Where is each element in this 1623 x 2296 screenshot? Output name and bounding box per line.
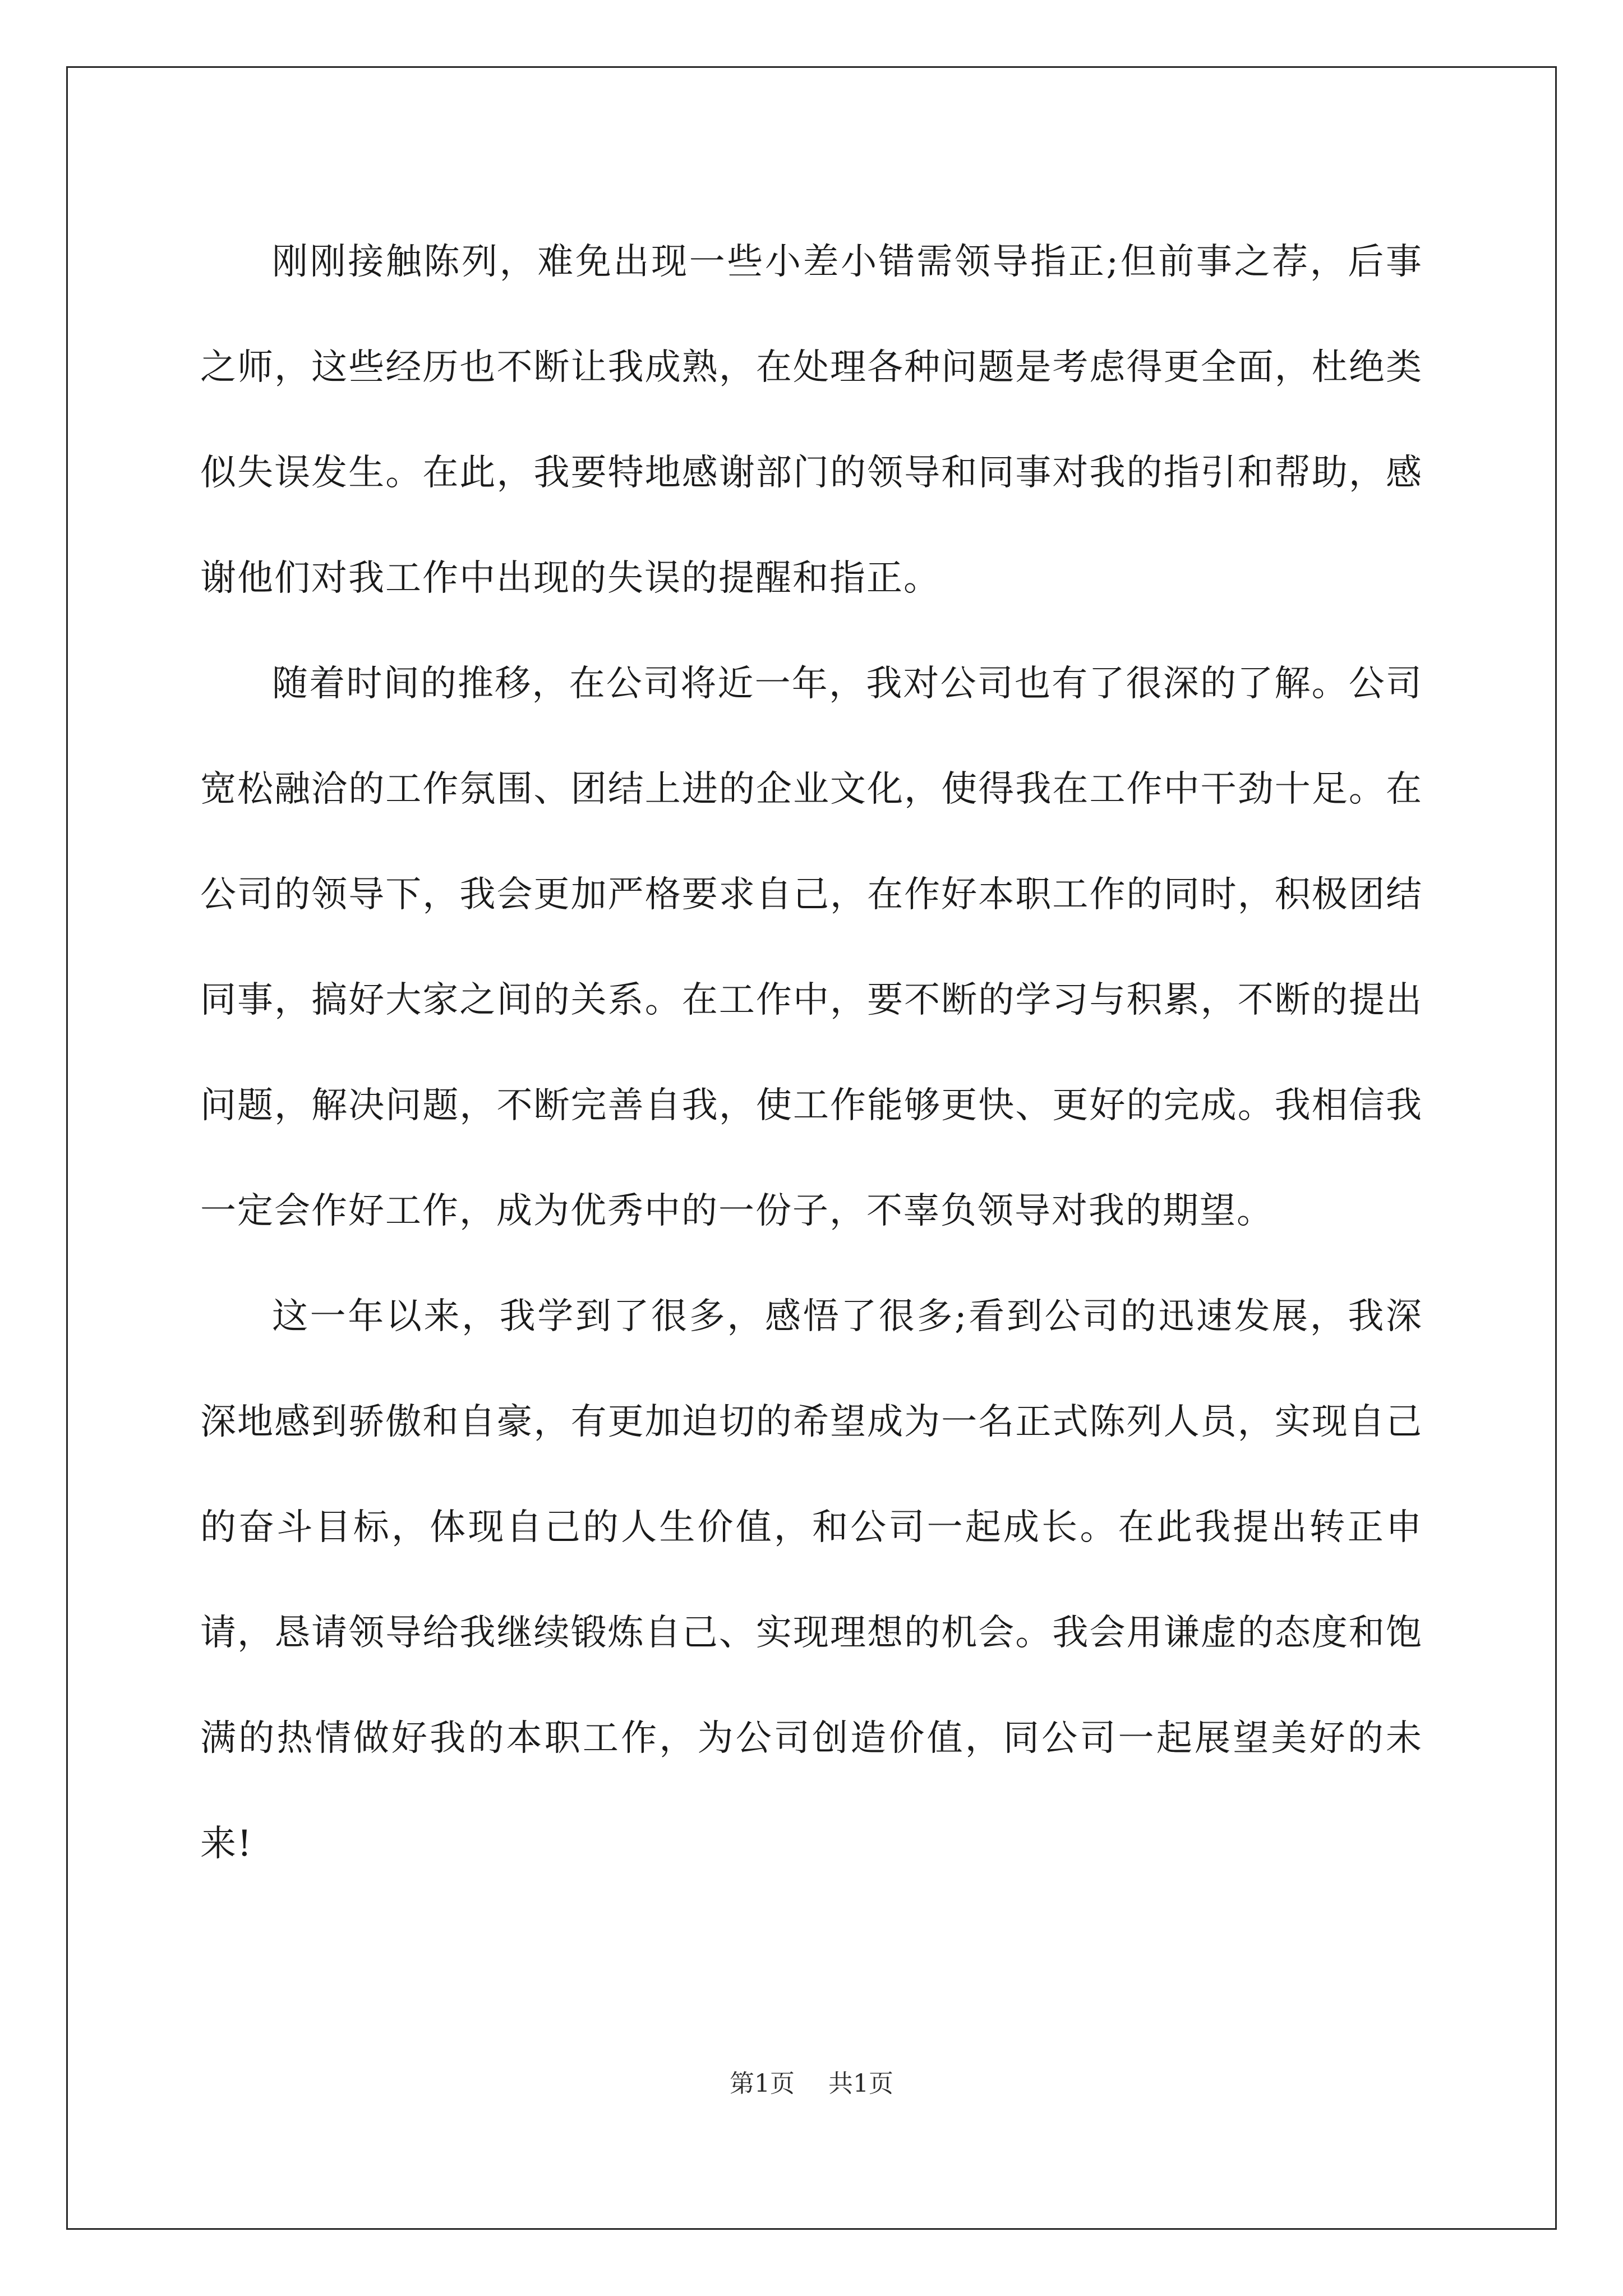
page-footer — [0, 2063, 1623, 2099]
page-number-current: 第1页 — [730, 2069, 795, 2098]
document-body — [200, 209, 1423, 1897]
paragraph-1: 刚刚接触陈列，难免出现一些小差小错需领导指正;但前事之荐，后事之师，这些经历也不断让我成熟，在处理各种问题是考虑得更全面，杜绝类似失误发生。在此，我要特地感谢部门的领导和同事对我的指引和帮助，感谢他们对我工作中出现的失误的提醒和指正。 — [200, 241, 1423, 599]
page-number-total: 共1页 — [828, 2069, 893, 2098]
paragraph-2: 随着时间的推移，在公司将近一年，我对公司也有了很深的了解。公司宽松融洽的工作氛围、团结上进的企业文化，使得我在工作中干劲十足。在公司的领导下，我会更加严格要求自己，在作好本职工作的同时，积极团结同事，搞好大家之间的关系。在工作中，要不断的学习与积累，不断的提出问题，解决问题，不断完善自我，使工作能够更快、更好的完成。我相信我一定会作好工作，成为优秀中的一份子，不辜负领导对我的期望。 — [200, 663, 1423, 1232]
paragraph-3: 这一年以来，我学到了很多，感悟了很多;看到公司的迅速发展，我深深地感到骄傲和自豪，有更加迫切的希望成为一名正式陈列人员，实现自己的奋斗目标，体现自己的人生价值，和公司一起成长。在此我提出转正申请，恳请领导给我继续锻炼自己、实现理想的机会。我会用谦虚的态度和饱满的热情做好我的本职工作，为公司创造价值，同公司一起展望美好的未来! — [200, 1296, 1423, 1865]
